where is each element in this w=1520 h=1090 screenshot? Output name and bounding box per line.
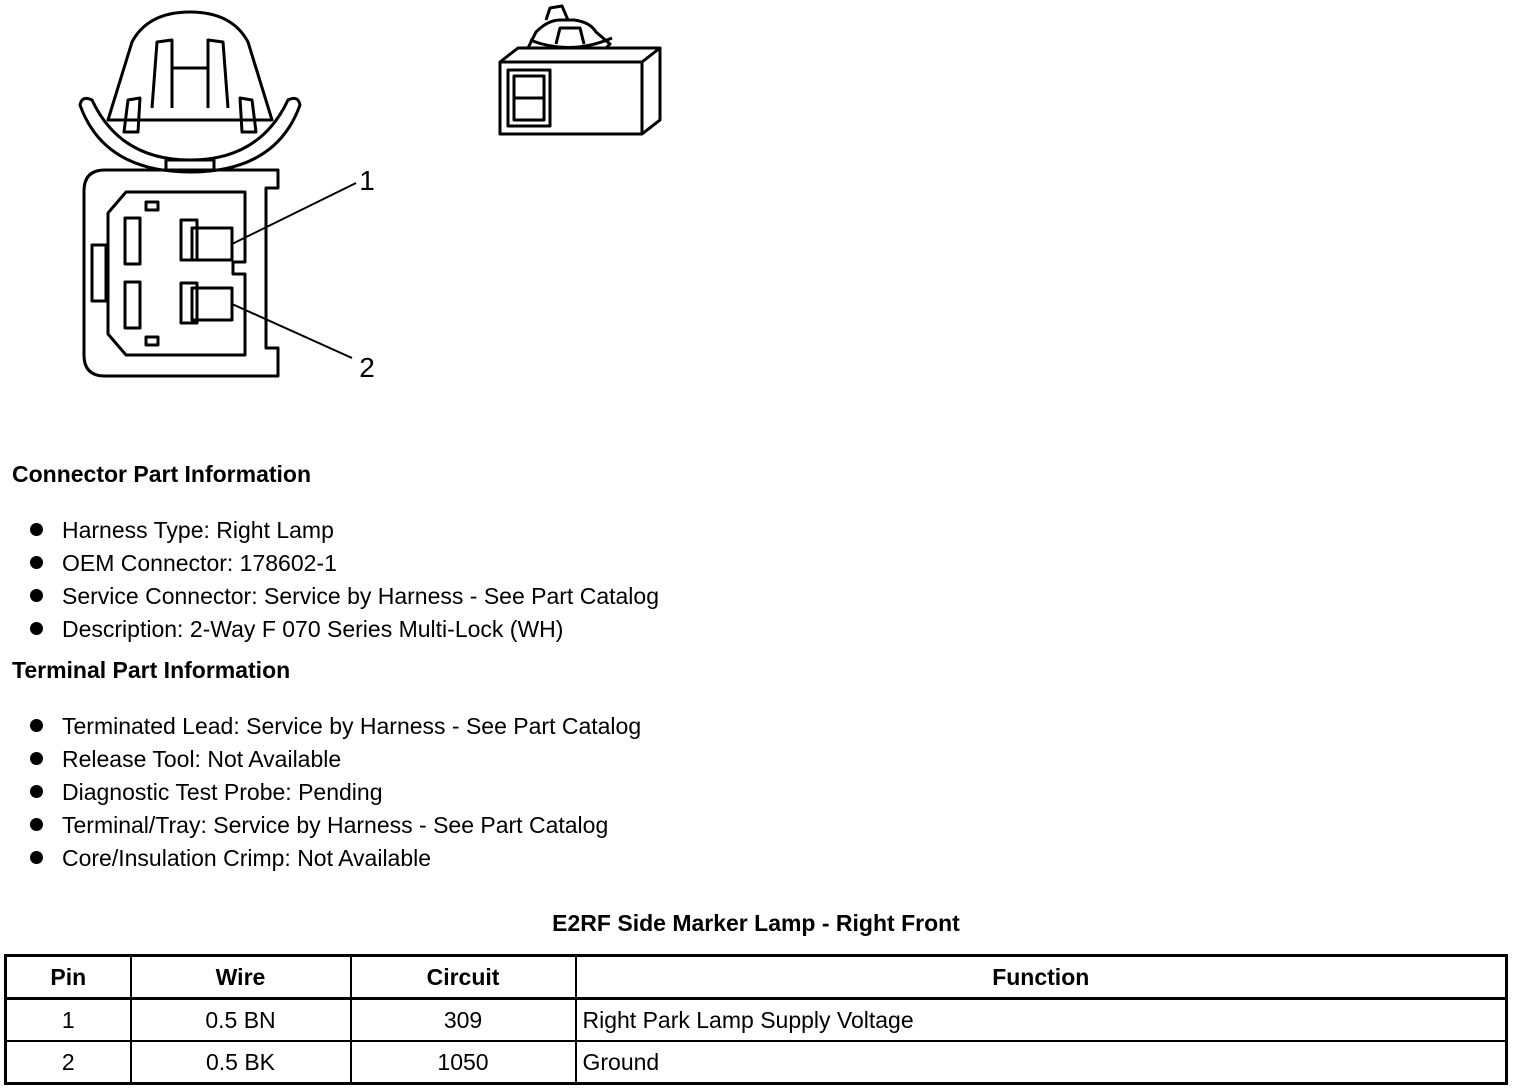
cell-function: Ground [576,1041,1507,1084]
cell-pin: 1 [6,999,131,1042]
column-header-pin: Pin [6,956,131,999]
list-item-text: OEM Connector: 178602-1 [62,550,337,576]
pinout-table [4,954,1508,1085]
list-item-text: Service Connector: Service by Harness - See Part Catalog [62,583,659,609]
terminal-section-title: Terminal Part Information [12,657,291,683]
connector-lock-clip [80,12,300,172]
connector-section-title: Connector Part Information [12,461,312,487]
bullet-icon [30,851,43,864]
list-item [30,547,659,580]
list-item-text: Core/Insulation Crimp: Not Available [62,845,432,871]
bullet-icon [30,785,43,798]
list-item [30,776,641,809]
cell-circuit: 1050 [351,1041,576,1084]
list-item [30,514,659,547]
table-row [6,999,1507,1042]
cell-wire: 0.5 BK [131,1041,351,1084]
cell-circuit: 309 [351,999,576,1042]
list-item [30,580,659,613]
bullet-icon [30,523,43,536]
list-item [30,842,641,875]
table-row [6,1041,1507,1084]
connector-isometric-view [500,6,660,134]
bullet-icon [30,556,43,569]
connector-face [84,170,278,376]
pin-label-1: 1 [359,165,375,196]
column-header-wire: Wire [131,956,351,999]
bullet-icon [30,589,43,602]
bullet-icon [30,719,43,732]
list-item [30,743,641,776]
list-item-text: Terminal/Tray: Service by Harness - See Part Catalog [62,812,609,838]
bullet-icon [30,752,43,765]
bullet-icon [30,622,43,635]
list-item-text: Diagnostic Test Probe: Pending [62,779,383,805]
pin-label-2: 2 [359,352,375,383]
cell-pin: 2 [6,1041,131,1084]
bullet-icon [30,818,43,831]
list-item-text: Description: 2-Way F 070 Series Multi-Lock (WH) [62,616,564,642]
table-title: E2RF Side Marker Lamp - Right Front [552,910,960,936]
list-item-text: Release Tool: Not Available [62,746,342,772]
connector-info-list [30,514,659,646]
connector-diagram [0,0,1520,430]
list-item-text: Harness Type: Right Lamp [62,517,334,543]
list-item-text: Terminated Lead: Service by Harness - See Part Catalog [62,713,642,739]
cell-function: Right Park Lamp Supply Voltage [576,999,1507,1042]
table-header-row [6,956,1507,999]
list-item [30,710,641,743]
column-header-circuit: Circuit [351,956,576,999]
terminal-info-list [30,710,641,875]
cell-wire: 0.5 BN [131,999,351,1042]
column-header-function: Function [576,956,1507,999]
list-item [30,809,641,842]
list-item [30,613,659,646]
